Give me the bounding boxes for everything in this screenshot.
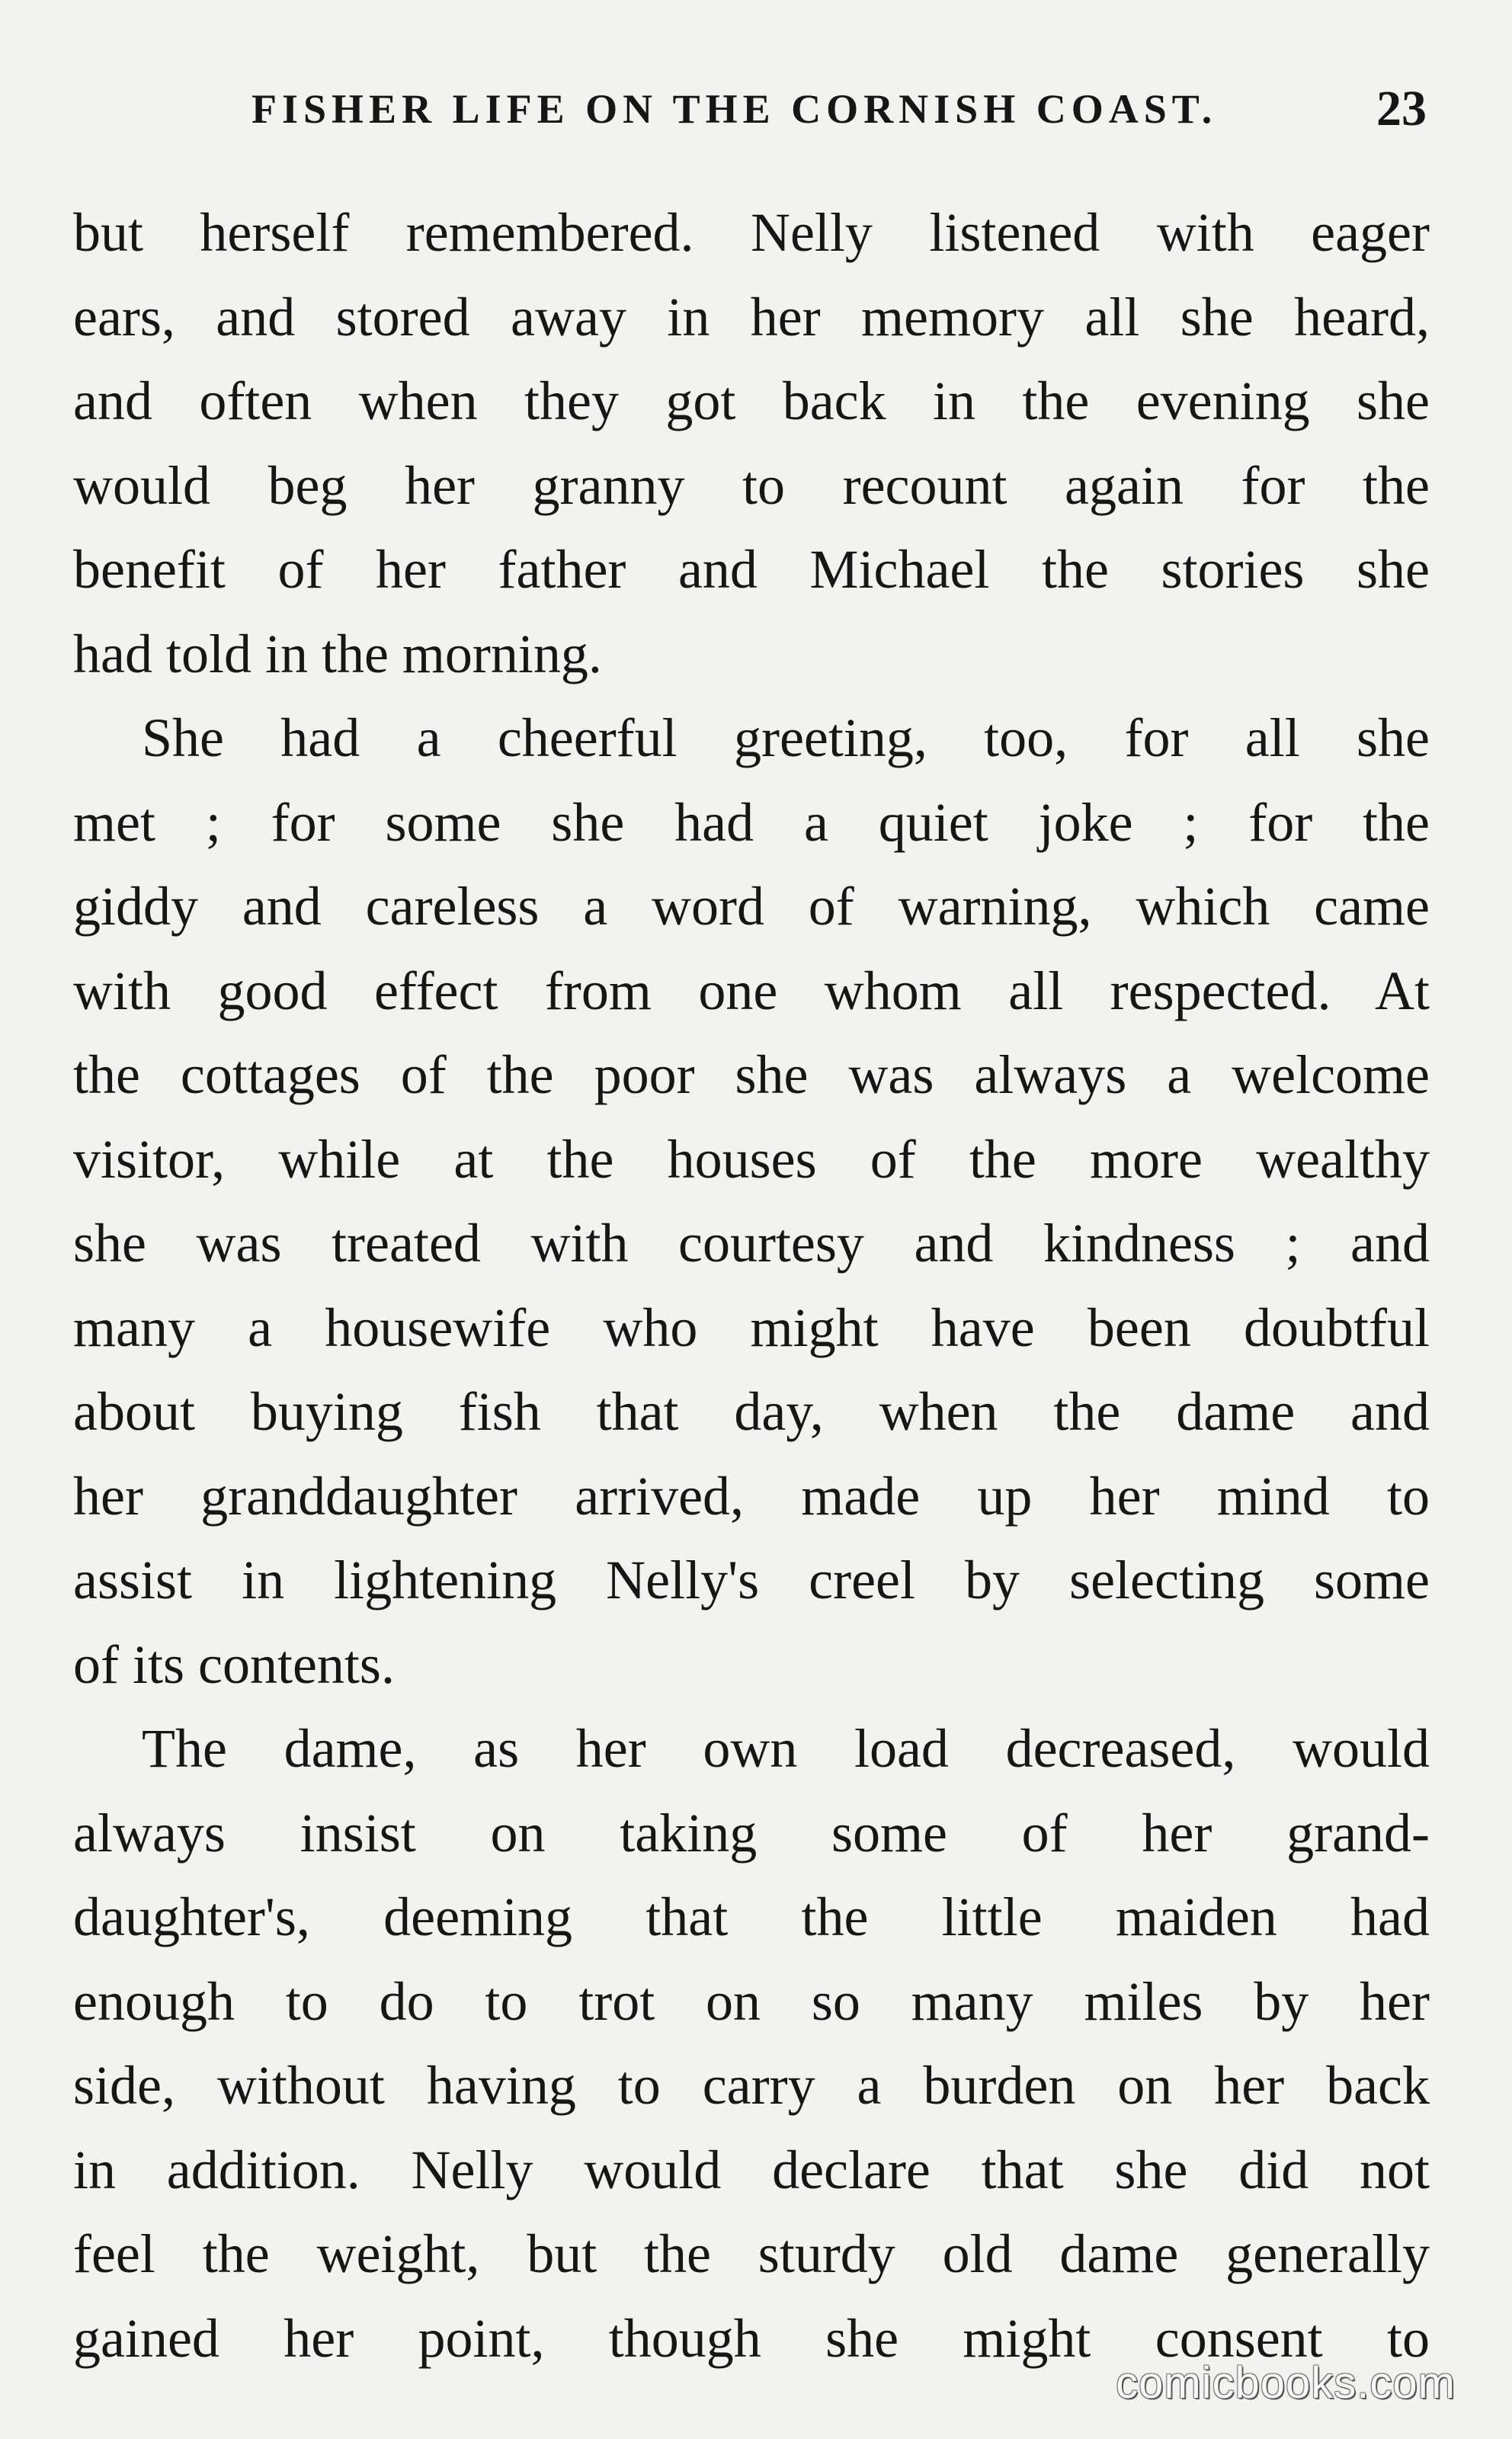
running-head	[0, 75, 1512, 143]
running-title: FISHER LIFE ON THE CORNISH COAST.	[251, 86, 1218, 132]
text-line: but herself remembered. Nelly listened with eager	[73, 202, 1430, 263]
text-line: she was treated with courtesy and kindness ; and	[73, 1213, 1430, 1274]
text-line: ears, and stored away in her memory all she heard,	[73, 286, 1430, 348]
text-line: assist in lightening Nelly's creel by selecting some	[73, 1550, 1430, 1611]
text-line: many a housewife who might have been doubtful	[73, 1296, 1430, 1358]
text-line: side, without having to carry a burden on her back	[73, 2055, 1430, 2116]
text-line: of its contents.	[73, 1633, 395, 1695]
text-line: She had a cheerful greeting, too, for all she	[142, 707, 1430, 768]
text-line: and often when they got back in the evening she	[73, 370, 1430, 431]
text-line: with good effect from one whom all respected. At	[73, 960, 1430, 1021]
text-line: always insist on taking some of her grand-	[73, 1802, 1430, 1864]
text-line: her granddaughter arrived, made up her mind to	[73, 1465, 1430, 1527]
text-line: the cottages of the poor she was always a welcome	[73, 1044, 1430, 1105]
text-line: giddy and careless a word of warning, which came	[73, 876, 1430, 937]
page-number: 23	[1376, 81, 1427, 136]
body-text	[73, 191, 1430, 2380]
text-line: The dame, as her own load decreased, would	[142, 1718, 1430, 1779]
text-line: benefit of her father and Michael the stories she	[73, 539, 1430, 600]
text-line: enough to do to trot on so many miles by her	[73, 1970, 1430, 2032]
text-line: had told in the morning.	[73, 623, 602, 684]
watermark: comicbooks.com	[1116, 2358, 1456, 2408]
text-line: about buying fish that day, when the dame and	[73, 1381, 1430, 1442]
text-line: met ; for some she had a quiet joke ; for the	[73, 791, 1430, 853]
text-line: gained her point, though she might consent to	[73, 2307, 1430, 2369]
text-line: feel the weight, but the sturdy old dame generally	[73, 2223, 1430, 2284]
text-line: daughter's, deeming that the little maiden had	[73, 1886, 1430, 1947]
text-line: would beg her granny to recount again for the	[73, 454, 1430, 516]
text-line: visitor, while at the houses of the more wealthy	[73, 1128, 1430, 1190]
text-line: in addition. Nelly would declare that she did not	[73, 2139, 1430, 2200]
